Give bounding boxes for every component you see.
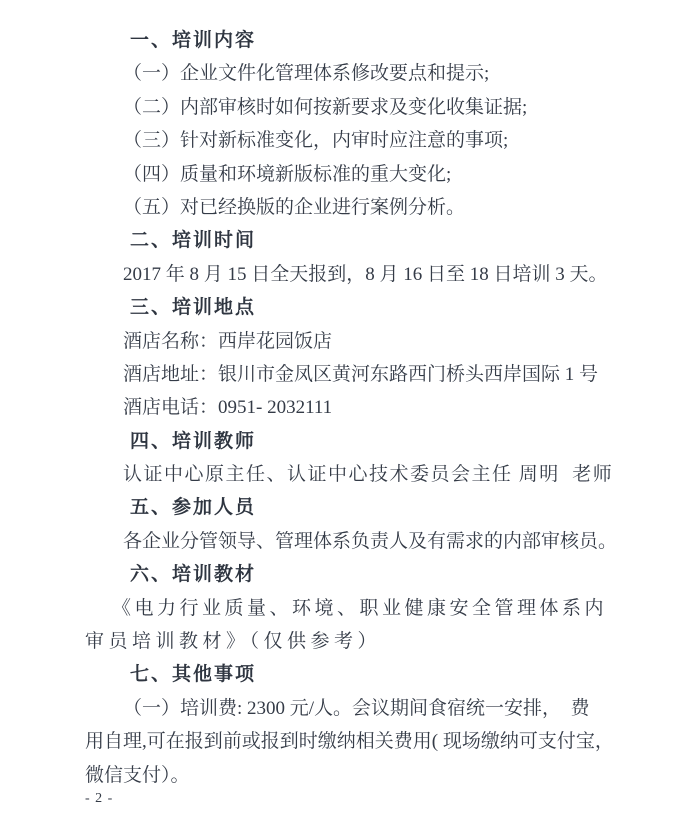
document-body <box>85 24 621 792</box>
fee-text-line-2: 用自理,可在报到前或报到时缴纳相关费用( 现场缴纳可支付宝， <box>85 731 614 753</box>
section-heading-7: 七、其他事项 <box>130 664 257 686</box>
fee-text-line-3: 微信支付）。 <box>85 764 190 786</box>
material-text-line-2: 审员培训教材》（仅供参考） <box>85 631 382 653</box>
hotel-name-text: 酒店名称：西岸花园饭店 <box>123 330 333 352</box>
list-item-1-1: （一）企业文件化管理体系修改要点和提示; <box>123 63 490 85</box>
section-heading-6: 六、培训教材 <box>130 564 257 586</box>
list-item-1-3: （三）针对新标准变化，内审时应注意的事项; <box>123 130 509 152</box>
list-item-1-5: （五）对已经换版的企业进行案例分析。 <box>123 196 466 218</box>
list-item-1-4: （四）质量和环境新版标准的重大变化; <box>123 163 452 185</box>
hotel-phone-text: 酒店电话：0951- 2032111 <box>123 397 333 419</box>
teacher-text: 认证中心原主任、认证中心技术委员会主任 周明 老师 <box>123 464 614 486</box>
section-heading-1: 一、培训内容 <box>130 30 257 51</box>
section-heading-3: 三、培训地点 <box>130 297 257 319</box>
section-heading-4: 四、培训教师 <box>130 430 257 452</box>
page-number: - 2 - <box>85 791 114 806</box>
hotel-address-text: 酒店地址：银川市金凤区黄河东路西门桥头西岸国际 1 号 <box>123 363 599 385</box>
section-heading-5: 五、参加人员 <box>130 497 257 519</box>
fee-text-line-1: （一）培训费: 2300 元/人。会议期间食宿统一安排， 费 <box>123 697 590 719</box>
section-heading-2: 二、培训时间 <box>130 230 257 252</box>
list-item-1-2: （二）内部审核时如何按新要求及变化收集证据; <box>123 96 528 118</box>
participants-text: 各企业分管领导、管理体系负责人及有需求的内部审核员。 <box>123 530 618 552</box>
training-time-text: 2017 年 8 月 15 日全天报到，8 月 16 日至 18 日培训 3 天。 <box>123 263 608 285</box>
material-text-line-1: 《电力行业质量、环境、职业健康安全管理体系内 <box>112 597 608 619</box>
